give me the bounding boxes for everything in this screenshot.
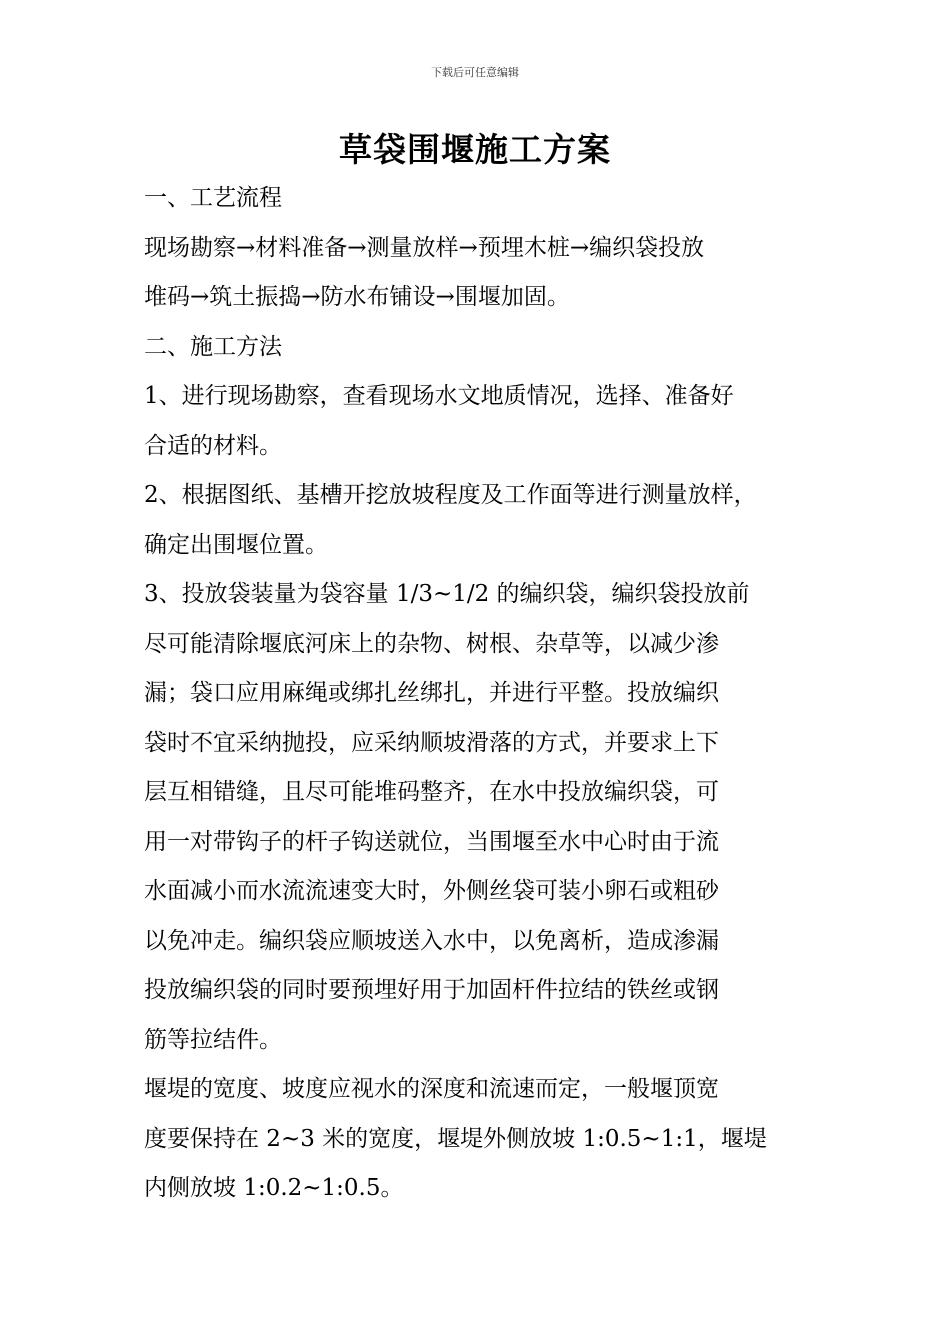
paragraph-line: 确定出围堰位置。 [144,531,328,558]
paragraph-line: 层互相错缝，且尽可能堆码整齐，在水中投放编织袋，可 [144,779,719,805]
paragraph-line: 漏；袋口应用麻绳或绑扎丝绑扎，并进行平整。投放编织 [144,680,719,706]
paragraph-line: 堰堤的宽度、坡度应视水的深度和流速而定，一般堰顶宽 [144,1076,719,1102]
paragraph-line: 堆码→筑土振捣→防水布铺设→围堰加固。 [144,284,570,310]
section-heading-method: 二、施工方法 [144,333,282,360]
document-title: 草袋围堰施工方案 [339,130,611,169]
paragraph-line: 3、投放袋装量为袋容量 1/3~1/2 的编织袋，编织袋投放前 [144,581,750,607]
paragraph-line: 1、进行现场勘察，查看现场水文地质情况，选择、准备好 [144,383,734,409]
paragraph-line: 合适的材料。 [144,432,282,459]
paragraph-line: 2、根据图纸、基槽开挖放坡程度及工作面等进行测量放样， [144,482,757,508]
paragraph-line: 投放编织袋的同时要预埋好用于加固杆件拉结的铁丝或钢 [144,977,719,1003]
paragraph-line: 现场勘察→材料准备→测量放样→预埋木桩→编织袋投放 [144,234,705,261]
paragraph-line: 袋时不宜采纳抛投，应采纳顺坡滑落的方式，并要求上下 [144,729,719,756]
paragraph-line: 筋等拉结件。 [144,1026,282,1053]
paragraph-line: 尽可能清除堰底河床上的杂物、树根、杂草等，以减少渗 [144,630,719,657]
paragraph-line: 以免冲走。编织袋应顺坡送入水中，以免离析，造成渗漏 [144,927,719,954]
section-heading-process: 一、工艺流程 [144,185,282,211]
paragraph-line: 用一对带钩子的杆子钩送就位，当围堰至水中心时由于流 [144,828,719,855]
paragraph-line: 内侧放坡 1:0.2~1:0.5。 [144,1175,404,1201]
paragraph-line: 水面减小而水流流速变大时，外侧丝袋可装小卵石或粗砂 [144,878,719,904]
paragraph-line: 度要保持在 2~3 米的宽度，堰堤外侧放坡 1:0.5~1:1，堰堤 [144,1125,767,1152]
document-body [144,174,812,1214]
header-note: 下载后可任意编辑 [431,66,519,79]
